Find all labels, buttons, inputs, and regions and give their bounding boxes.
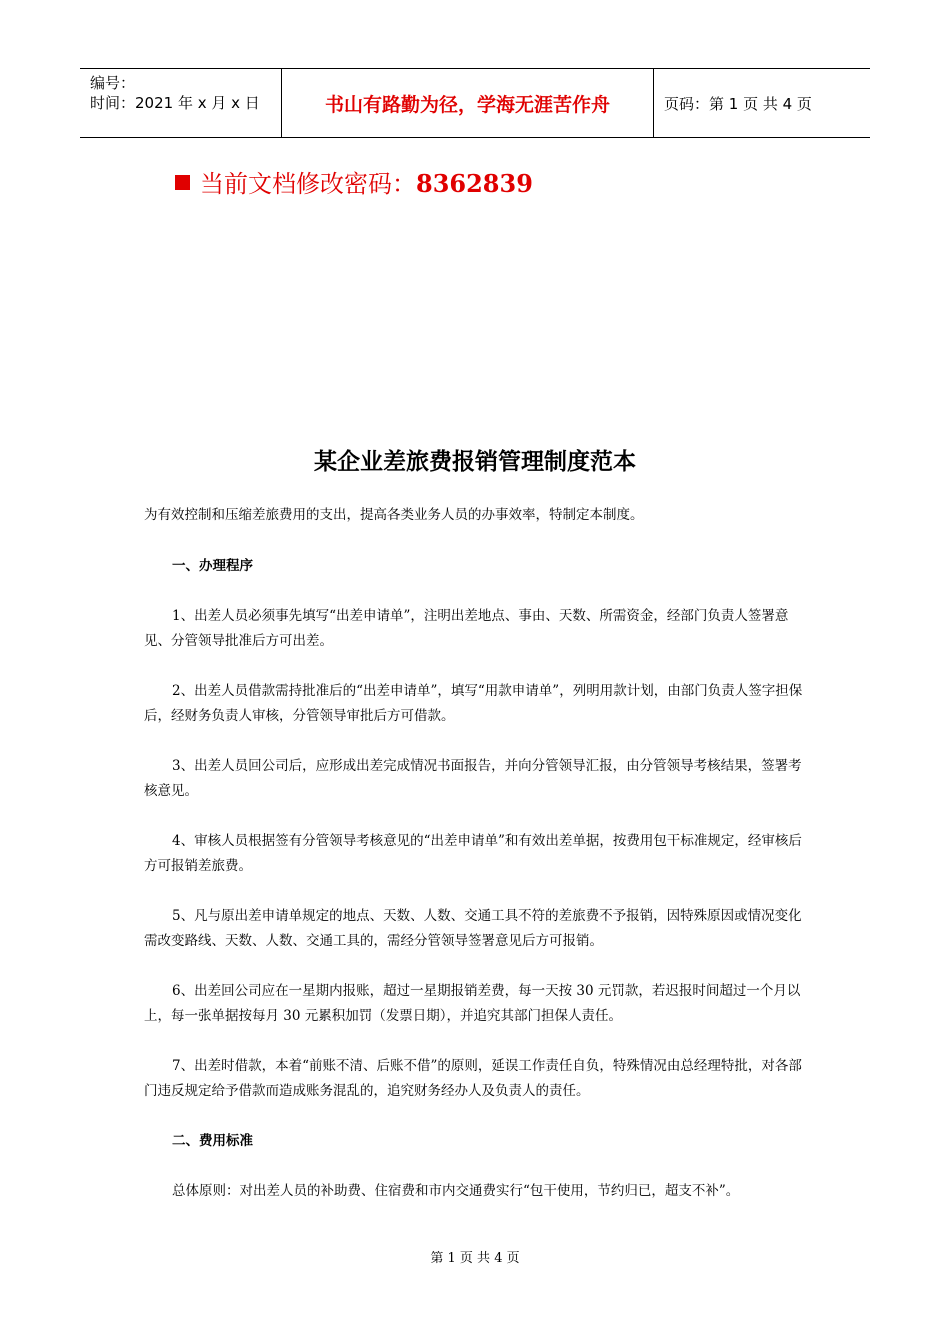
password-label: 当前文档修改密码： — [200, 170, 416, 198]
principle-paragraph: 总体原则：对出差人员的补助费、住宿费和市内交通费实行“包干使用，节约归已，超支不补”。 — [172, 1183, 740, 1199]
document-header — [80, 68, 870, 138]
section-heading-procedure: 一、办理程序 — [172, 558, 253, 574]
procedure-item-2: 2、出差人员借款需持批准后的“出差申请单”，填写“用款申请单”，列明用款计划，由部门负责人签字担保后，经财务负责人审核，分管领导审批后方可借款。 — [144, 683, 803, 724]
password-notice — [175, 168, 533, 200]
red-square-icon — [175, 175, 190, 190]
header-meta — [80, 69, 282, 137]
number-label: 编号： — [90, 74, 136, 92]
header-page-info: 页码：第 1 页 共 4 页 — [664, 94, 812, 113]
procedure-item-5: 5、凡与原出差申请单规定的地点、天数、人数、交通工具不符的差旅费不予报销，因特殊原因或情况变化需改变路线、天数、人数、交通工具的，需经分管领导签署意见后方可报销。 — [144, 908, 802, 949]
password-code: 8362839 — [416, 169, 533, 198]
procedure-item-6: 6、出差回公司应在一星期内报账，超过一星期报销差费，每一天按 30 元罚款，若迟报时间超过一个月以上，每一张单据按每月 30 元累积加罚（发票日期），并追究其部门担保人责任。 — [144, 983, 801, 1024]
intro-paragraph: 为有效控制和压缩差旅费用的支出，提高各类业务人员的办事效率，特制定本制度。 — [144, 507, 644, 523]
procedure-item-1: 1、出差人员必须事先填写“出差申请单”，注明出差地点、事由、天数、所需资金，经部门负责人签署意见、分管领导批准后方可出差。 — [144, 608, 789, 649]
time-label: 时间：2021 年 x 月 x 日 — [90, 94, 260, 112]
procedure-item-4: 4、审核人员根据签有分管领导考核意见的“出差申请单”和有效出差单据，按费用包干标准规定，经审核后方可报销差旅费。 — [144, 833, 802, 874]
procedure-item-7: 7、出差时借款，本着“前账不清、后账不借”的原则，延误工作责任自负，特殊情况由总经理特批，对各部门违反规定给予借款而造成账务混乱的，追究财务经办人及负责人的责任。 — [144, 1058, 802, 1099]
page-footer: 第 1 页 共 4 页 — [430, 1251, 520, 1266]
section-heading-standards: 二、费用标准 — [172, 1133, 253, 1149]
procedure-item-3: 3、出差人员回公司后，应形成出差完成情况书面报告，并向分管领导汇报，由分管领导考核结果，签署考核意见。 — [144, 758, 802, 799]
document-title: 某企业差旅费报销管理制度范本 — [314, 449, 636, 475]
header-motto: 书山有路勤为径，学海无涯苦作舟 — [282, 69, 654, 137]
